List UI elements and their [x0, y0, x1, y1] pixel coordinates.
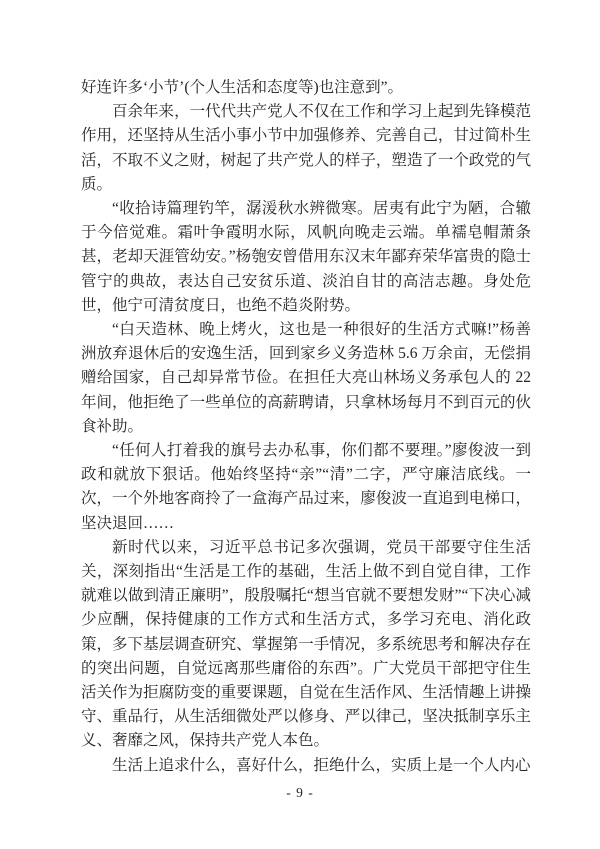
paragraph: “任何人打着我的旗号去办私事，你们都不要理。”廖俊波一到政和就放下狠话。他始终坚持“亲”“清”二字，严守廉洁底线。一次，一个外地客商拎了一盒海产品过来，廖俊波一直追到电梯口，坚决退回…… — [81, 442, 531, 532]
document-body-text — [81, 76, 531, 778]
paragraph: “白天造林、晚上烤火，这也是一种很好的生活方式嘛!”杨善洲放弃退休后的安逸生活，回到家乡义务造林 5.6 万余亩，无偿捐赠给国家，自己却异常节俭。在担任大亮山林场义务承包人的 22 年间，他拒绝了一些单位的高薪聘请，只拿林场每月不到百元的伙食补助。 — [81, 321, 531, 435]
paragraph: “收拾诗篇理钓竿，潺湲秋水辨微寒。居夷有此宁为陋，合辙于今倍觉难。霜叶争霞明水际，风帆向晚走云端。单襦皂帽萧条甚，老却天涯管幼安。”杨匏安曾借用东汉末年鄙弃荣华富贵的隐士管宁的典故，表达自己安贫乐道、淡泊自甘的高洁志趣。身处危世，他宁可清贫度日，也绝不趋炎附势。 — [81, 200, 531, 314]
paragraph: 新时代以来，习近平总书记多次强调，党员干部要守住生活关，深刻指出“生活是工作的基础，生活上做不到自觉自律，工作就难以做到清正廉明”，殷殷嘱托“想当官就不要想发财”“下决心减少应酬，保持健康的工作方式和生活方式，多学习充电、消化政策，多下基层调查研究、掌握第一手情况，多系统思考和解决存在的突出问题，自觉远离那些庸俗的东西”。广大党员干部把守住生活关作为拒腐防变的重要课题，自觉在生活作风、生活情趣上讲操守、重品行，从生活细微处严以修身、严以律己，坚决抵制享乐主义、奢靡之风，保持共产党人本色。 — [81, 538, 531, 750]
paragraph: 好连许多‘小节’(个人生活和态度等)也注意到”。 — [81, 79, 404, 96]
paragraph: 百余年来，一代代共产党人不仅在工作和学习上起到先锋模范作用，还坚持从生活小事小节中加强修养、完善自己，甘过简朴生活，不取不义之财，树起了共产党人的样子，塑造了一个政党的气质。 — [81, 103, 531, 193]
page-number-label: - 9 - — [286, 785, 314, 800]
paragraph: 生活上追求什么，喜好什么，拒绝什么，实质上是一个人内心 — [112, 756, 531, 774]
